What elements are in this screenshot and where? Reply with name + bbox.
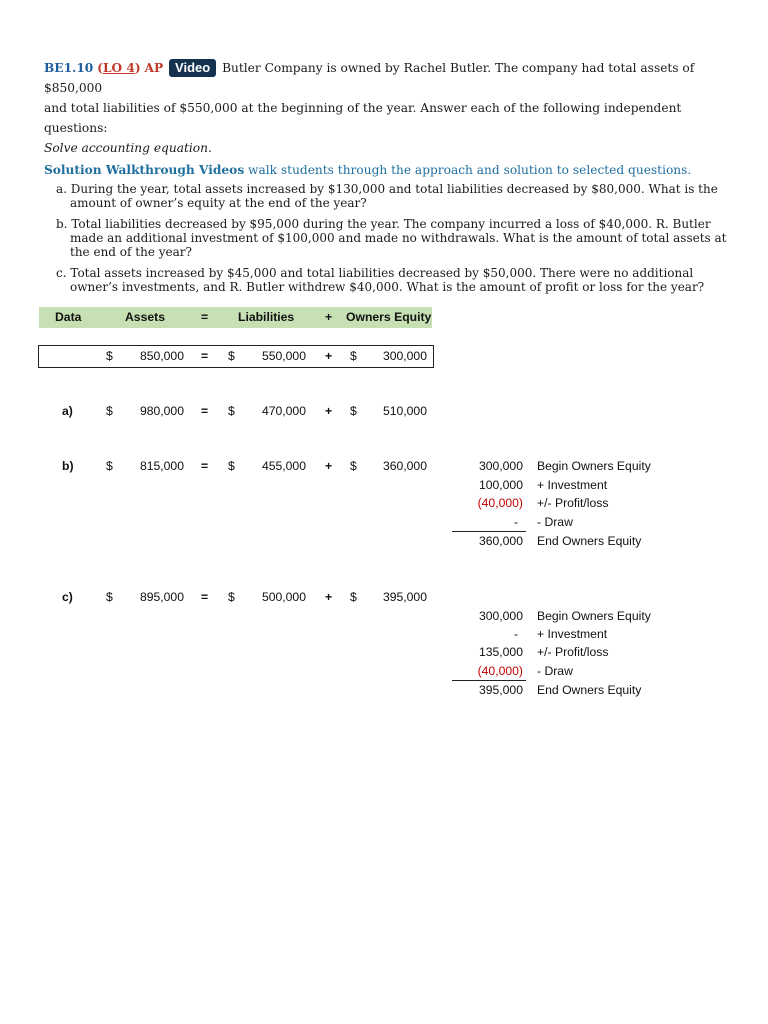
recon-label: Begin Owners Equity [537,459,651,473]
recon-label: End Owners Equity [537,534,642,548]
currency-symbol: $ [106,459,113,473]
recon-value: 300,000 [478,459,523,473]
recon-label: +/- Profit/loss [537,645,609,659]
row-label: b) [62,459,74,473]
problem-code: BE1.10 [44,61,94,75]
recon-label: - Draw [537,664,573,678]
total-rule [452,531,526,532]
row-label: a) [62,404,73,418]
liabilities-value: 500,000 [261,590,306,604]
recon-label: End Owners Equity [537,683,642,697]
recon-value: 395,000 [478,683,523,697]
problem-text-line1: Butler Company is owned by Rachel Butler. The company had total assets of $850,000 [44,61,695,95]
currency-symbol: $ [228,349,235,363]
currency-symbol: $ [350,404,357,418]
recon-label: Begin Owners Equity [537,609,651,623]
currency-symbol: $ [350,459,357,473]
equals-sign: = [201,349,209,363]
header-equals: = [201,310,209,324]
liabilities-value: 470,000 [261,404,306,418]
question-label: c. [56,266,67,280]
header-liabilities: Liabilities [238,310,295,324]
equity-value: 395,000 [382,590,427,604]
question-text: Total assets increased by $45,000 and total liabilities decreased by $50,000. There were no additional owner’s investments, and R. Butler withdrew $40,000. What is the amount of profit or loss for the year? [70,266,705,294]
liabilities-value: 550,000 [261,349,306,363]
recon-label: + Investment [537,627,608,641]
total-rule [452,680,526,681]
equals-sign: = [201,459,209,473]
assets-value: 980,000 [139,404,184,418]
question-a [56,182,734,210]
header-plus: + [325,310,333,324]
lo-close: ) [134,61,141,75]
question-text: Total liabilities decreased by $95,000 during the year. The company incurred a loss of $40,000. R. Butler made an additional investment of $100,000 and made no withdrawals. What is the amount of total assets at the end of the year? [70,217,727,259]
learning-objective-link[interactable]: LO 4 [102,61,135,75]
currency-symbol: $ [106,590,113,604]
header-owners-equity: Owners Equity [346,310,432,324]
recon-value: (40,000) [477,664,523,678]
currency-symbol: $ [228,590,235,604]
header-data: Data [55,310,82,324]
currency-symbol: $ [106,404,113,418]
question-label: b. [56,217,68,231]
assets-value: 895,000 [139,590,184,604]
currency-symbol: $ [350,349,357,363]
walkthrough-text: walk students through the approach and solution to selected questions. [244,163,692,177]
question-b [56,217,734,259]
plus-sign: + [325,404,333,418]
recon-label: + Investment [537,478,608,492]
recon-value: - [513,515,518,529]
recon-value: - [513,627,518,641]
currency-symbol: $ [228,459,235,473]
problem-text-line2: and total liabilities of $550,000 at the beginning of the year. Answer each of the following independent questions: [44,101,682,135]
header-assets: Assets [125,310,165,324]
instruction-text: Solve accounting equation. [44,141,212,155]
equals-sign: = [201,590,209,604]
walkthrough-note [44,160,734,180]
row-label: c) [62,590,73,604]
recon-value: 100,000 [478,478,523,492]
lo-open: ( [97,61,103,75]
assets-value: 815,000 [139,459,184,473]
plus-sign: + [325,349,333,363]
question-text: During the year, total assets increased by $130,000 and total liabilities decreased by $80,000. What is the amount of owner’s equity at the end of the year? [70,182,718,210]
liabilities-value: 455,000 [261,459,306,473]
recon-label: +/- Profit/loss [537,496,609,510]
problem-statement [44,58,734,301]
video-button[interactable]: Video [169,59,216,77]
assets-value: 850,000 [139,349,184,363]
question-c [56,266,734,294]
equity-value: 510,000 [382,404,427,418]
recon-value: (40,000) [477,496,523,510]
currency-symbol: $ [228,404,235,418]
recon-value: 135,000 [478,645,523,659]
equity-value: 300,000 [382,349,427,363]
recon-value: 360,000 [478,534,523,548]
plus-sign: + [325,459,333,473]
problem-intro [44,58,734,158]
recon-value: 300,000 [478,609,523,623]
walkthrough-link[interactable]: Solution Walkthrough Videos [44,163,245,177]
currency-symbol: $ [350,590,357,604]
currency-symbol: $ [106,349,113,363]
ap-label: AP [144,61,164,75]
question-list [56,182,734,294]
equals-sign: = [201,404,209,418]
recon-label: - Draw [537,515,573,529]
plus-sign: + [325,590,333,604]
question-label: a. [56,182,67,196]
equity-value: 360,000 [382,459,427,473]
